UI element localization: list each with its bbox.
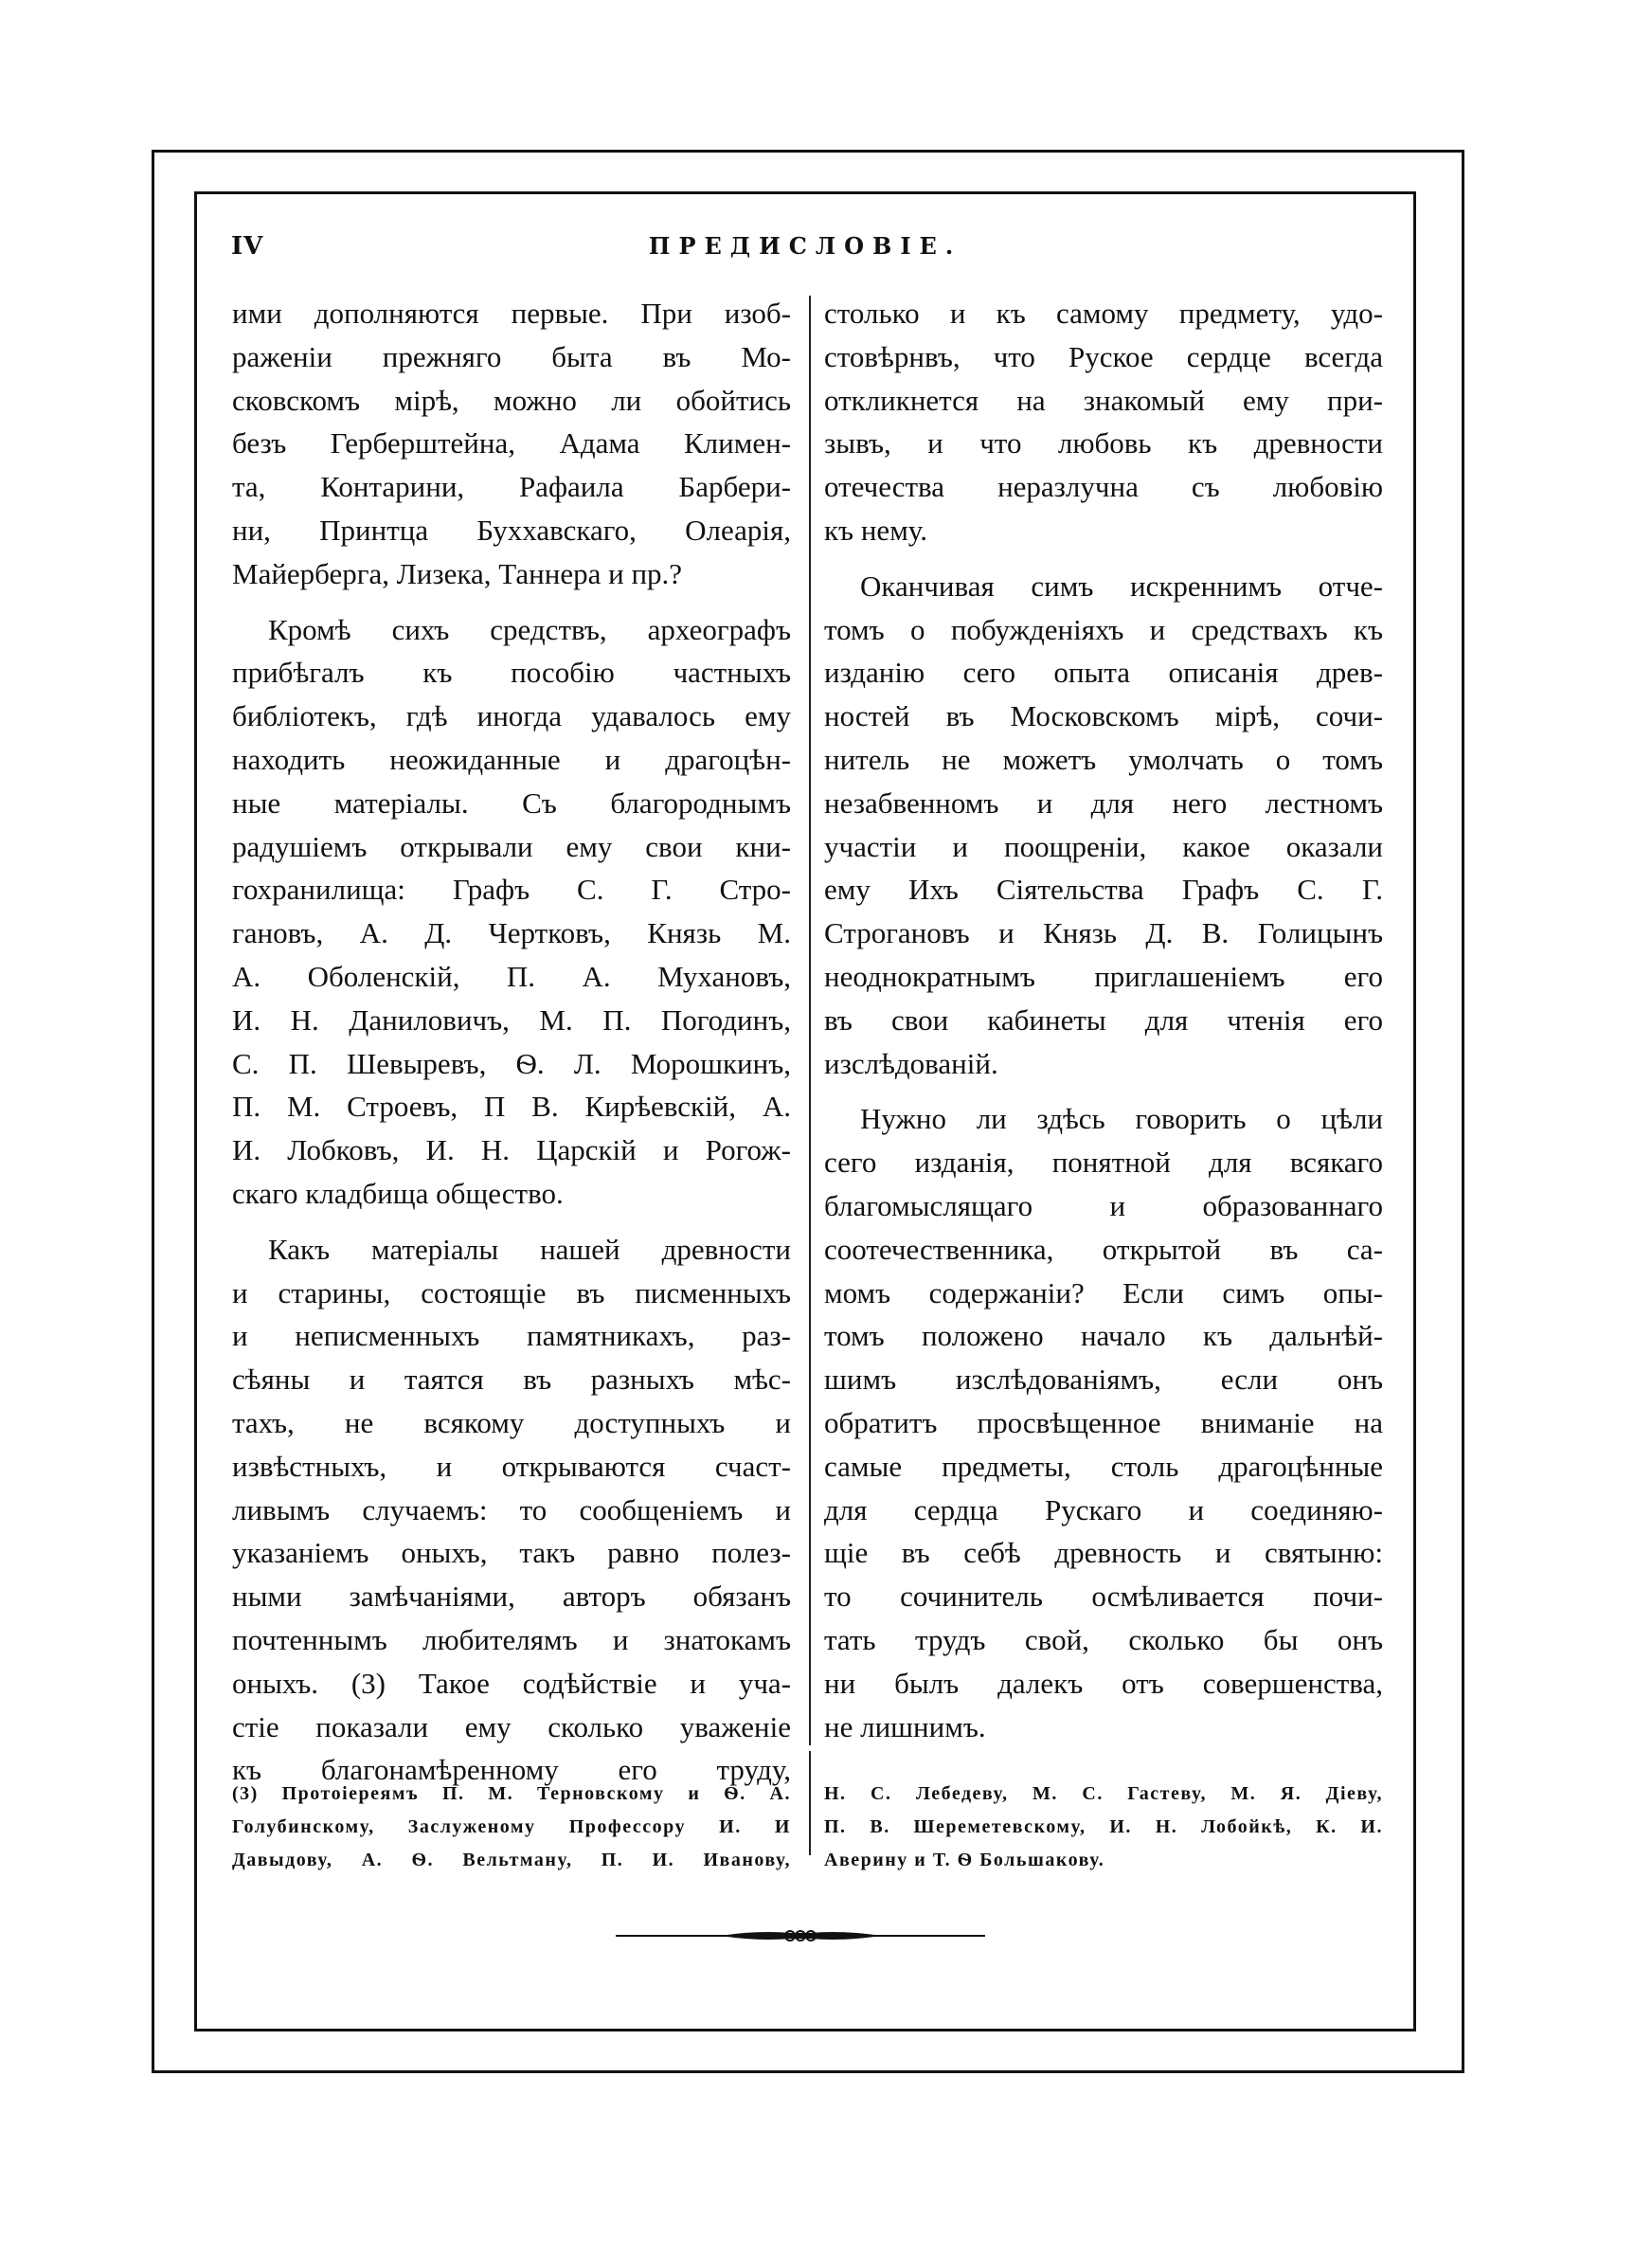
text-line: щіе въ себѣ древность и святыню: xyxy=(824,1536,1383,1570)
text-line: самые предметы, столь драгоцѣнные xyxy=(824,1449,1383,1483)
text-line: Аверину и Т. Ѳ Большакову. xyxy=(824,1850,1105,1870)
left-text-column xyxy=(232,292,791,1792)
text-line: Строгановъ и Князь Д. В. Голицынъ xyxy=(824,916,1383,950)
text-line: раженіи прежняго быта въ Мо- xyxy=(232,339,791,373)
text-line: ливымъ случаемъ: то сообщеніемъ и xyxy=(232,1492,791,1526)
text-line: участіи и поощреніи, какое оказали xyxy=(824,829,1383,863)
text-line: Какъ матеріалы нашей древности xyxy=(268,1232,791,1266)
text-line: Нужно ли здѣсь говорить о цѣли xyxy=(860,1102,1383,1136)
text-line: скаго кладбища общество. xyxy=(232,1176,564,1210)
text-line: стіе показали ему сколько уваженіе xyxy=(232,1709,791,1743)
text-line: Оканчивая симъ искреннимъ отче- xyxy=(860,569,1383,603)
text-line: стовѣрнвъ, что Руское сердце всегда xyxy=(824,339,1383,373)
text-line: тахъ, не всякому доступныхъ и xyxy=(232,1405,791,1439)
text-line: откликнется на знакомый ему при- xyxy=(824,383,1383,417)
text-line: П. М. Строевъ, П В. Кирѣевскій, А. xyxy=(232,1090,791,1124)
column-divider xyxy=(809,296,811,1745)
tailpiece-ornament xyxy=(616,1922,985,1950)
text-line: Давыдову, А. Ѳ. Вельтману, П. И. Иванову, xyxy=(232,1850,791,1870)
text-line: обратитъ просвѣщенное вниманіе на xyxy=(824,1405,1383,1439)
text-line: и старины, состоящіе въ писменныхъ xyxy=(232,1275,791,1309)
text-line: отечества неразлучна съ любовію xyxy=(824,470,1383,504)
text-line: И. Н. Даниловичъ, М. П. Погодинъ, xyxy=(232,1002,791,1037)
text-line: Н. С. Лебедеву, М. С. Гастеву, М. Я. Діеву, xyxy=(824,1783,1383,1804)
text-line: гохранилища: Графъ С. Г. Стро- xyxy=(232,873,791,907)
text-line: ными замѣчаніями, авторъ обязанъ xyxy=(232,1580,791,1614)
text-line: для сердца Рускаго и соединяю- xyxy=(824,1492,1383,1526)
text-line: въ свои кабинеты для чтенія его xyxy=(824,1002,1383,1037)
text-line: сего изданія, понятной для всякаго xyxy=(824,1146,1383,1180)
footnote-left xyxy=(232,1778,791,1877)
text-line: С. П. Шевыревъ, Ѳ. Л. Морошкинъ, xyxy=(232,1046,791,1080)
text-line: къ нему. xyxy=(824,513,927,547)
text-line: шимъ изслѣдованіямъ, если онъ xyxy=(824,1363,1383,1397)
text-line: безъ Герберштейна, Адама Климен- xyxy=(232,426,791,460)
text-line: ностей въ Московскомъ мірѣ, сочи- xyxy=(824,699,1383,733)
text-line: сѣяны и таятся въ разныхъ мѣс- xyxy=(232,1363,791,1397)
text-line: зывъ, и что любовь къ древности xyxy=(824,426,1383,460)
text-line: ные матеріалы. Съ благороднымъ xyxy=(232,785,791,820)
text-line: извѣстныхъ, и открываются счаст- xyxy=(232,1449,791,1483)
text-line: оныхъ. (3) Такое содѣйствіе и уча- xyxy=(232,1666,791,1700)
text-line: томъ о побужденіяхъ и средствахъ къ xyxy=(824,612,1383,646)
text-line: Голубинскому, Заслуженому Профессору И. И xyxy=(232,1816,791,1837)
text-line: Майерберга, Лизека, Таннера и пр.? xyxy=(232,556,683,590)
footnote-divider xyxy=(809,1751,811,1855)
text-line: и неписменныхъ памятникахъ, раз- xyxy=(232,1319,791,1353)
text-line: указаніемъ оныхъ, такъ равно полез- xyxy=(232,1536,791,1570)
text-line: почтеннымъ любителямъ и знатокамъ xyxy=(232,1622,791,1656)
text-line: ему Ихъ Сіятельства Графъ С. Г. xyxy=(824,873,1383,907)
paragraph-gap xyxy=(824,1085,1383,1097)
text-line: нитель не можетъ умолчать о томъ xyxy=(824,742,1383,776)
text-line: ими дополняются первые. При изоб- xyxy=(232,297,791,330)
text-line: находить неожиданные и драгоцѣн- xyxy=(232,742,791,776)
text-line: П. В. Шереметевскому, И. Н. Лобойкѣ, К. И. xyxy=(824,1816,1383,1837)
text-line: томъ положено начало къ дальнѣй- xyxy=(824,1319,1383,1353)
text-line: (3) Протоіереямъ П. М. Терновскому и Ѳ. А. xyxy=(232,1783,791,1804)
text-line: прибѣгалъ къ пособію частныхъ xyxy=(232,656,791,690)
paragraph-gap xyxy=(232,1216,791,1228)
footnote-right xyxy=(824,1778,1383,1877)
text-line: изданію сего опыта описанія древ- xyxy=(824,656,1383,690)
text-line: къ благонамѣренному его труду, xyxy=(232,1753,791,1787)
text-line: библіотекъ, гдѣ иногда удавалось ему xyxy=(232,699,791,733)
text-line: та, Контарини, Рафаила Барбери- xyxy=(232,470,791,504)
running-title: ПРЕДИСЛОВІЕ. xyxy=(648,232,962,260)
paragraph-gap xyxy=(232,596,791,608)
text-line: неоднократнымъ приглашеніемъ его xyxy=(824,959,1383,993)
text-line: ни, Принтца Буххавскаго, Олеарія, xyxy=(232,513,791,547)
text-line: момъ содержаніи? Если симъ опы- xyxy=(824,1275,1383,1309)
text-line: соотечественника, открытой въ са- xyxy=(824,1232,1383,1266)
text-line: ни былъ далекъ отъ совершенства, xyxy=(824,1666,1383,1700)
page-number: IV xyxy=(231,232,264,261)
right-text-column xyxy=(824,292,1383,1748)
text-line: гановъ, А. Д. Чертковъ, Князь М. xyxy=(232,916,791,950)
text-line: изслѣдованій. xyxy=(824,1046,998,1080)
text-line: сковскомъ мірѣ, можно ли обойтись xyxy=(232,383,791,417)
text-line: тать трудъ свой, сколько бы онъ xyxy=(824,1622,1383,1656)
text-line: незабвенномъ и для него лестномъ xyxy=(824,785,1383,820)
paragraph-gap xyxy=(824,552,1383,565)
text-line: столько и къ самому предмету, удо- xyxy=(824,297,1383,330)
text-line: радушіемъ открывали ему свои кни- xyxy=(232,829,791,863)
text-line: И. Лобковъ, И. Н. Царскій и Рогож- xyxy=(232,1133,791,1167)
text-line: не лишнимъ. xyxy=(824,1709,986,1743)
text-line: то сочинитель осмѣливается почи- xyxy=(824,1580,1383,1614)
text-line: Кромѣ сихъ средствъ, археографъ xyxy=(268,612,791,646)
text-line: благомыслящаго и образованнаго xyxy=(824,1188,1383,1222)
text-line: А. Оболенскій, П. А. Мухановъ, xyxy=(232,959,791,993)
